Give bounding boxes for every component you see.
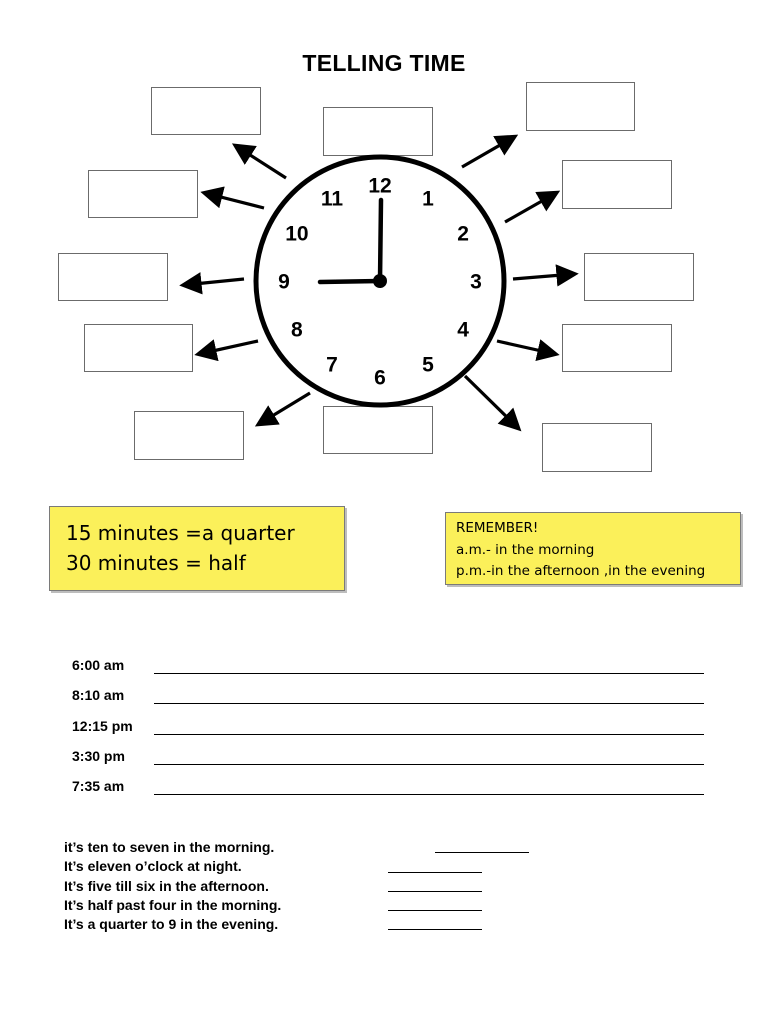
time-row	[72, 657, 712, 677]
answer-line[interactable]	[154, 673, 704, 674]
reference-quarter: 15 minutes =a quarter	[66, 521, 295, 545]
clock-center	[373, 274, 387, 288]
clock-number-7: 7	[326, 353, 338, 377]
answer-blank[interactable]	[388, 872, 482, 873]
time-label: 6:00 am	[72, 657, 125, 673]
minute-hand	[380, 200, 381, 281]
arrow-to-2	[505, 193, 556, 222]
clock-number-9: 9	[278, 270, 290, 294]
arrow-to-7	[259, 393, 310, 424]
time-row	[72, 748, 712, 768]
answer-line[interactable]	[154, 764, 704, 765]
time-label: 8:10 am	[72, 687, 125, 703]
sentence-item: It’s eleven o’clock at night.	[64, 858, 242, 874]
clock-number-4: 4	[457, 318, 469, 342]
arrow-to-8	[199, 341, 258, 354]
arrow-to-4	[497, 341, 555, 354]
clock-number-2: 2	[457, 222, 469, 246]
answer-line[interactable]	[154, 734, 704, 735]
time-label: 7:35 am	[72, 778, 125, 794]
sentence-item: It’s five till six in the afternoon.	[64, 878, 269, 894]
clock-number-3: 3	[470, 270, 482, 294]
page-title: TELLING TIME	[302, 50, 466, 76]
arrow-to-9	[184, 279, 244, 285]
answer-blank[interactable]	[388, 929, 482, 930]
sentence-item: It’s half past four in the morning.	[64, 897, 282, 913]
time-label: 12:15 pm	[72, 718, 133, 734]
time-row	[72, 778, 712, 798]
reference-box	[49, 506, 345, 591]
reference-half: 30 minutes = half	[66, 551, 246, 575]
clock-number-6: 6	[374, 366, 386, 390]
sentence-item: It’s a quarter to 9 in the evening.	[64, 916, 279, 932]
arrow-to-5	[465, 376, 518, 428]
answer-blank[interactable]	[388, 910, 482, 911]
clock-number-5: 5	[422, 353, 434, 377]
arrow-to-10	[205, 193, 264, 208]
time-row	[72, 687, 712, 707]
time-row	[72, 718, 712, 738]
clock-number-11: 11	[320, 187, 344, 211]
arrow-to-1	[462, 137, 514, 167]
clock-number-8: 8	[291, 318, 303, 342]
answer-line[interactable]	[154, 794, 704, 795]
answer-blank[interactable]	[388, 891, 482, 892]
sentence-item: it’s ten to seven in the morning.	[64, 839, 275, 855]
arrow-to-11	[236, 146, 286, 178]
remember-am: a.m.- in the morning	[456, 541, 595, 558]
answer-blank[interactable]	[435, 852, 529, 853]
clock-number-12: 12	[368, 174, 392, 198]
clock-number-10: 10	[285, 222, 309, 246]
remember-box	[445, 512, 741, 585]
clock-diagram	[0, 0, 768, 500]
arrow-to-3	[513, 274, 574, 279]
hour-hand	[320, 281, 380, 282]
remember-pm: p.m.-in the afternoon ,in the evening	[456, 563, 706, 579]
clock-number-1: 1	[422, 187, 434, 211]
time-label: 3:30 pm	[72, 748, 125, 764]
remember-heading: REMEMBER!	[456, 520, 539, 536]
answer-line[interactable]	[154, 703, 704, 704]
